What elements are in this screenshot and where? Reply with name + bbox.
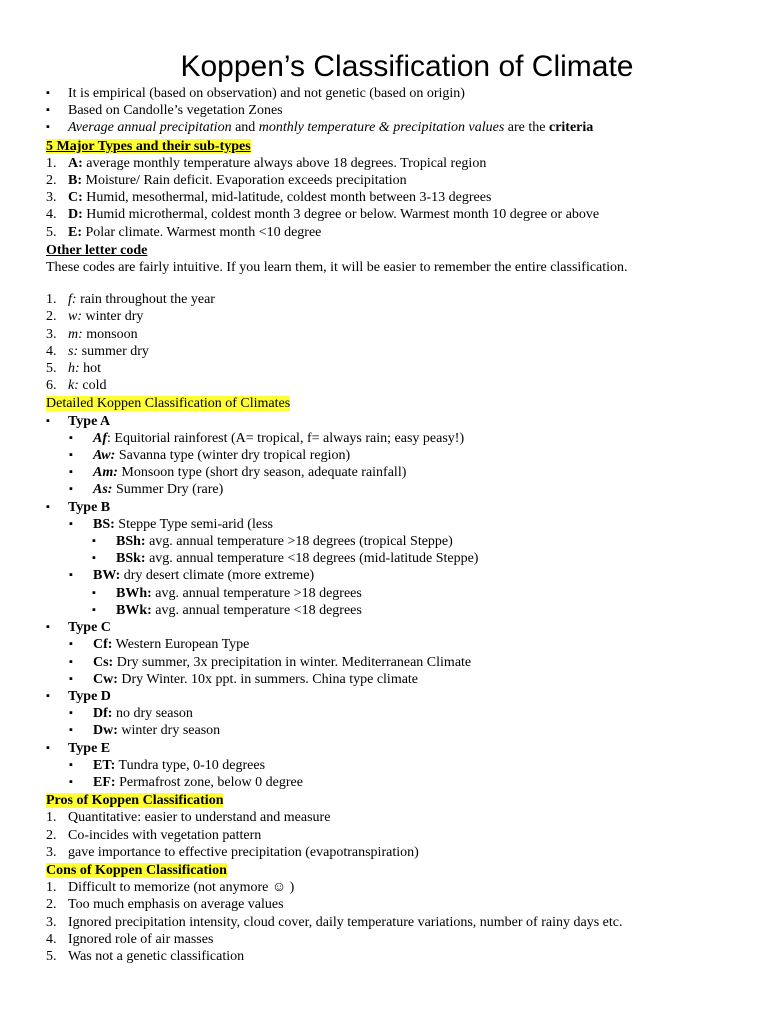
subsubtype-code: BWh: <box>116 585 152 601</box>
subtype-code <box>93 431 107 446</box>
item-code: w: <box>68 309 82 325</box>
climate-type-item <box>46 413 768 430</box>
list-item <box>46 326 768 343</box>
detailed-heading-text: Detailed Koppen Classification of Climates <box>46 396 291 412</box>
page-title: Koppen’s Classification of Climate <box>180 50 634 83</box>
climate-type-name: Type C <box>68 620 111 636</box>
item-text: Polar climate. Warmest month <10 degree <box>82 224 322 240</box>
list-item <box>46 844 768 861</box>
other-letter-heading <box>46 242 768 259</box>
climate-type-item <box>46 499 768 516</box>
pros-heading-text: Pros of Koppen Classification <box>46 793 224 809</box>
item-number: 1. <box>46 292 57 308</box>
subtype-code-text: Af <box>93 430 107 446</box>
list-item <box>46 206 768 223</box>
climate-subtype-item <box>46 705 768 722</box>
climate-type-item <box>46 688 768 705</box>
item-code: A: <box>68 155 83 171</box>
subtype-code <box>93 465 118 480</box>
subtype-code <box>93 482 112 497</box>
item-number: 4. <box>46 343 57 359</box>
list-item <box>46 172 768 189</box>
climate-type-name: Type D <box>68 688 111 704</box>
item-text: Moisture/ Rain deficit. Evaporation exceeds precipitation <box>82 173 407 189</box>
item-text: Was not a genetic classification <box>68 948 245 964</box>
item-number: 3. <box>46 190 57 206</box>
item-number: 5. <box>46 948 57 964</box>
subtype-code: Cw: <box>93 671 118 687</box>
subtype-code-text: Aw: <box>93 448 116 464</box>
climate-subtype-item <box>46 516 768 533</box>
climate-type-name: Type B <box>68 499 111 515</box>
climate-type-item <box>46 619 768 636</box>
item-number: 2. <box>46 827 57 843</box>
paragraph-gap <box>46 276 768 291</box>
subtype-text: winter dry season <box>117 723 221 739</box>
item-text: gave importance to effective precipitation (evapotranspiration) <box>68 844 419 860</box>
list-item <box>46 931 768 948</box>
climate-types-list <box>46 413 768 791</box>
list-item <box>46 879 768 896</box>
item-code: f: <box>68 292 77 308</box>
item-text: Humid, mesothermal, mid-latitude, coldest month between 3-13 degrees <box>82 190 492 206</box>
subtype-text: Summer Dry (rare) <box>112 482 224 498</box>
list-item <box>46 377 768 394</box>
subtype-code: Dw: <box>93 723 118 739</box>
pros-list <box>46 809 768 861</box>
detailed-heading <box>46 395 768 412</box>
item-number: 2. <box>46 173 57 189</box>
item-number: 1. <box>46 155 57 171</box>
item-number: 1. <box>46 880 57 896</box>
climate-subtype-item <box>46 430 768 447</box>
subtype-code-text: Am: <box>93 465 118 481</box>
subtype-text: Steppe Type semi-arid (less <box>114 516 273 532</box>
subsubtype-text: avg. annual temperature >18 degrees (tropical Steppe) <box>145 534 453 550</box>
list-item <box>46 948 768 965</box>
intro-text: are the <box>504 120 549 136</box>
climate-subtype-item <box>46 774 768 791</box>
subsubtype-text: avg. annual temperature <18 degrees (mid-latitude Steppe) <box>145 551 479 567</box>
item-number: 2. <box>46 897 57 913</box>
subtype-code: Df: <box>93 706 113 722</box>
climate-subsubtype-item <box>46 533 768 550</box>
climate-subtype-item <box>46 567 768 584</box>
list-item <box>46 360 768 377</box>
subtype-text: Tundra type, 0-10 degrees <box>115 757 266 773</box>
subtype-text: no dry season <box>112 706 193 722</box>
climate-type-name: Type E <box>68 740 111 756</box>
item-number: 6. <box>46 378 57 394</box>
item-code: s: <box>68 343 79 359</box>
subtype-text: Dry Winter. 10x ppt. in summers. China type climate <box>117 671 419 687</box>
pros-heading <box>46 792 768 809</box>
item-code: k: <box>68 378 79 394</box>
item-text: Ignored precipitation intensity, cloud cover, daily temperature variations, number of rainy days etc. <box>68 914 623 930</box>
subtype-text: : Equitorial rainforest (A= tropical, f= always rain; easy peasy!) <box>107 430 465 446</box>
intro-text: Based on Candolle’s vegetation Zones <box>68 103 283 119</box>
subsubtype-text: avg. annual temperature >18 degrees <box>151 585 362 601</box>
item-text: Ignored role of air masses <box>68 931 214 947</box>
item-number: 5. <box>46 224 57 240</box>
intro-text: and <box>231 120 259 136</box>
subsubtype-code: BWk: <box>116 602 152 618</box>
item-code: D: <box>68 207 83 223</box>
item-code: h: <box>68 361 80 377</box>
subtype-text: Dry summer, 3x precipitation in winter. Mediterranean Climate <box>113 654 472 670</box>
item-text: Co-incides with vegetation pattern <box>68 827 262 843</box>
list-item <box>46 896 768 913</box>
item-text: hot <box>79 361 102 377</box>
subsubtype-code: BSh: <box>116 534 146 550</box>
item-text: average monthly temperature always above 18 degrees. Tropical region <box>82 155 487 171</box>
list-item <box>46 155 768 172</box>
list-item <box>46 343 768 360</box>
item-text: summer dry <box>78 343 149 359</box>
item-number: 2. <box>46 309 57 325</box>
list-item <box>46 809 768 826</box>
climate-type-name: Type A <box>68 413 111 429</box>
subtype-code: Cf: <box>93 637 113 653</box>
climate-subsubtype-item <box>46 585 768 602</box>
item-text: rain throughout the year <box>76 292 215 308</box>
intro-item <box>46 119 768 136</box>
subtype-code-text: As: <box>93 482 113 498</box>
intro-item <box>46 102 768 119</box>
item-number: 3. <box>46 914 57 930</box>
intro-text: It is empirical (based on observation) and not genetic (based on origin) <box>68 86 465 101</box>
list-item <box>46 224 768 241</box>
climate-subsubtype-item <box>46 550 768 567</box>
list-item <box>46 914 768 931</box>
item-number: 3. <box>46 844 57 860</box>
item-text: monsoon <box>82 326 138 342</box>
cons-heading-text: Cons of Koppen Classification <box>46 862 227 878</box>
item-code: B: <box>68 173 82 189</box>
subtype-code: ET: <box>93 757 116 773</box>
climate-subtype-item <box>46 481 768 498</box>
item-code: m: <box>68 326 83 342</box>
item-text: winter dry <box>82 309 144 325</box>
climate-subtype-item <box>46 722 768 739</box>
intro-text: monthly temperature & precipitation values <box>258 120 505 136</box>
climate-subtype-item <box>46 671 768 688</box>
list-item <box>46 827 768 844</box>
intro-list <box>46 85 768 137</box>
other-letter-heading-text: Other letter code <box>46 242 148 258</box>
cons-list <box>46 879 768 965</box>
intro-text: criteria <box>548 120 594 136</box>
climate-subtype-item <box>46 654 768 671</box>
subsubtype-code: BSk: <box>116 551 146 567</box>
item-text: cold <box>78 378 107 394</box>
major-types-heading-text: 5 Major Types and their sub-types <box>46 138 251 154</box>
climate-subtype-item <box>46 447 768 464</box>
intro-text: Average annual precipitation <box>68 120 232 136</box>
climate-subtype-item <box>46 757 768 774</box>
list-item <box>46 189 768 206</box>
climate-subtype-item <box>46 636 768 653</box>
intro-item <box>46 85 768 102</box>
climate-type-item <box>46 740 768 757</box>
subtype-text: Savanna type (winter dry tropical region) <box>115 448 351 464</box>
subtype-code: EF: <box>93 774 116 790</box>
item-code: E: <box>68 224 82 240</box>
list-item <box>46 308 768 325</box>
climate-subtype-item <box>46 464 768 481</box>
item-text: Quantitative: easier to understand and measure <box>68 810 331 826</box>
subtype-code: BW: <box>93 568 121 584</box>
subsubtype-text: avg. annual temperature <18 degrees <box>151 602 362 618</box>
item-number: 5. <box>46 361 57 377</box>
other-letter-intro: These codes are fairly intuitive. If you learn them, it will be easier to remember the entire classification. <box>46 260 628 276</box>
item-number: 3. <box>46 326 57 342</box>
subtype-text: Monsoon type (short dry season, adequate rainfall) <box>117 465 407 481</box>
subtype-text: Permafrost zone, below 0 degree <box>115 774 303 790</box>
major-types-list <box>46 155 768 241</box>
subtype-code: BS: <box>93 516 115 532</box>
major-types-heading <box>46 138 768 155</box>
item-text: Difficult to memorize (not anymore ☺ ) <box>68 880 295 896</box>
item-code: C: <box>68 190 83 206</box>
letter-codes-list <box>46 291 768 394</box>
cons-heading <box>46 862 768 879</box>
subtype-text: dry desert climate (more extreme) <box>120 568 315 584</box>
item-number: 1. <box>46 810 57 826</box>
item-number: 4. <box>46 207 57 223</box>
item-text: Too much emphasis on average values <box>68 897 284 913</box>
subtype-code: Cs: <box>93 654 114 670</box>
subtype-text: Western European Type <box>112 637 250 653</box>
list-item <box>46 291 768 308</box>
item-text: Humid microthermal, coldest month 3 degree or below. Warmest month 10 degree or above <box>82 207 600 223</box>
climate-subsubtype-item <box>46 602 768 619</box>
item-number: 4. <box>46 931 57 947</box>
subtype-code <box>93 448 115 463</box>
